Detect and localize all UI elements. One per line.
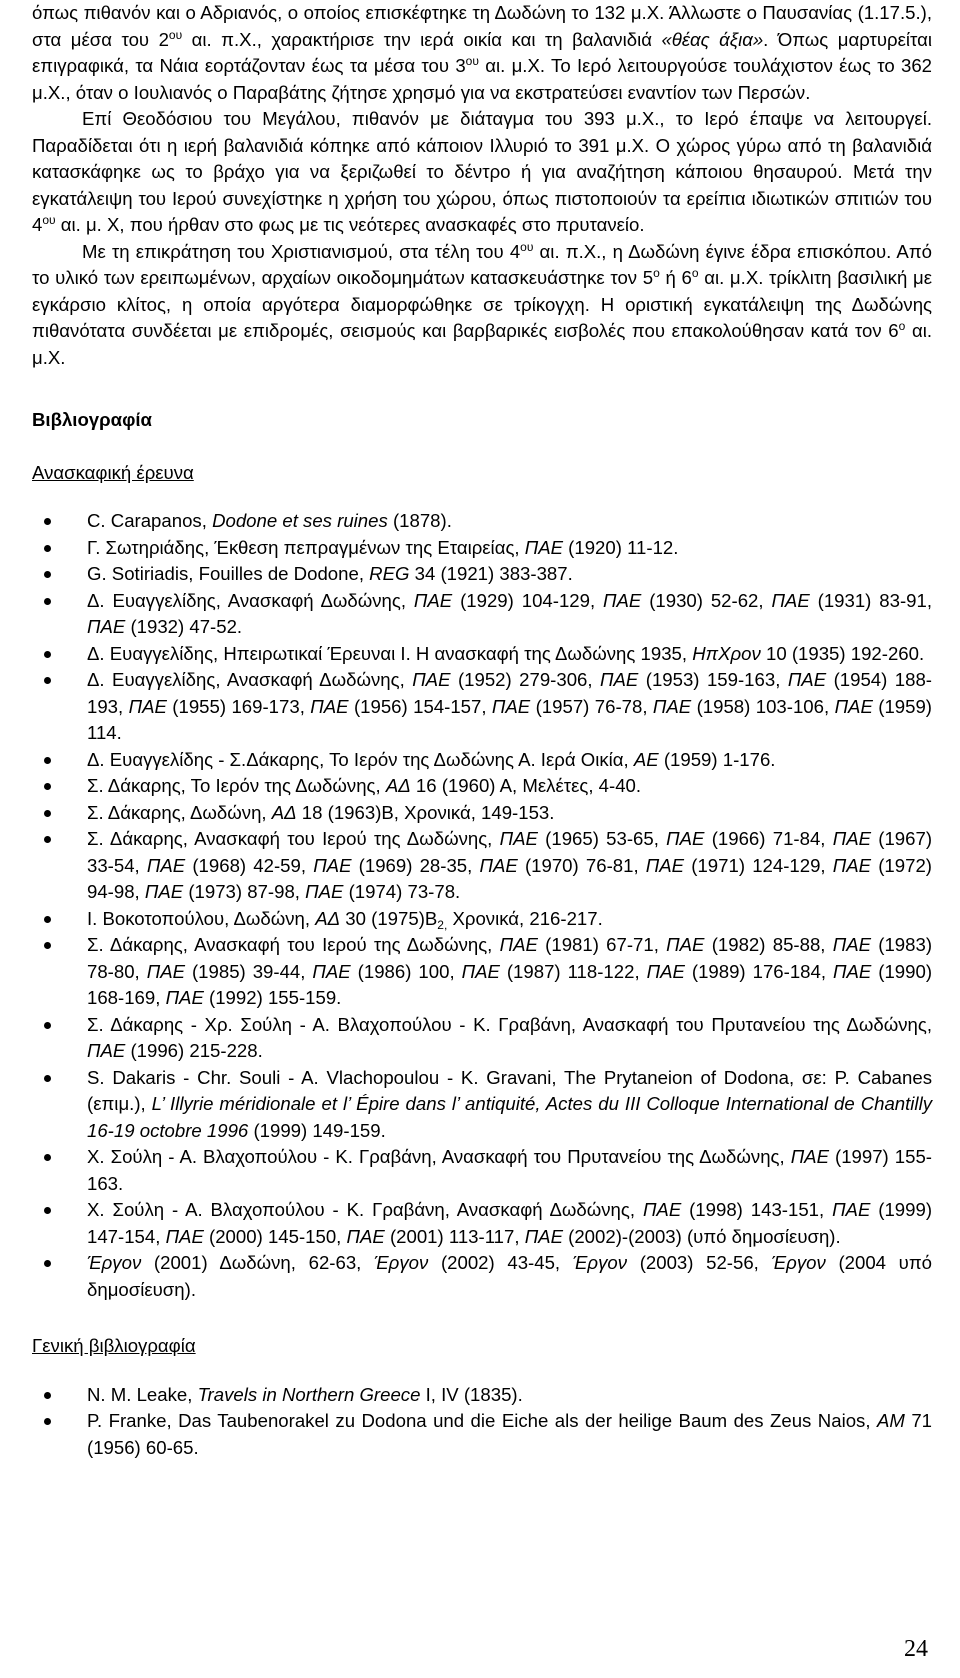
bullet-icon [44,1260,51,1267]
page-number: 24 [904,1636,928,1662]
text-run: 10 (1935) 192-260. [760,642,925,664]
bibliography-entry [32,1197,932,1250]
bullet-icon [44,1207,51,1214]
bullet-icon [44,1022,51,1029]
paragraph [32,0,932,106]
italic-text: ΠΑΕ [524,536,564,558]
text-run: Γ. Σωτηριάδης, Έκθεση πεπραγμένων της Εταιρείας, [87,536,525,558]
text-run: S. Dakaris - Chr. Souli - A. Vlachopoulou - K. Gravani, The Prytaneion of Dodona, σε: P. Cabanes (επιμ.), [87,1066,932,1114]
bullet-icon [44,571,51,578]
text-run: (1952) 279-306, [450,669,601,690]
bullet-icon [44,598,51,605]
superscript: ο [898,319,906,333]
text-run: αι. μ. Χ, που ήρθαν στο φως με τις νεότερες ανασκαφές στο πρυτανείο. [55,214,645,235]
bullet-icon [44,1418,51,1425]
text-run: Ι. Βοκοτοπούλου, Δωδώνη, [87,907,316,929]
text-run: Δ. Ευαγγελίδης, Ανασκαφή Δωδώνης, [87,589,414,611]
text-run: (1957) 76-78, [530,695,653,717]
bullet-icon [44,1392,51,1399]
text-run: 71 (1956) 60-65. [87,1410,932,1458]
italic-text: ΠΑΕ [645,854,685,876]
text-run: (1998) 143-151, [681,1199,833,1220]
bibliography-entry [32,1144,932,1197]
bullet-icon [44,1154,51,1161]
text-run: (1982) 85-88, [704,934,833,955]
text-run: 30 (1975)Β [340,907,438,929]
text-run: Δ. Ευαγγελίδης - Σ.Δάκαρης, Το Ιερόν της Δωδώνης Α. Ιερά Οικία, [87,748,634,770]
text-run: (1999) 147-154, [87,1199,933,1247]
italic-text: ΠΑΕ [787,669,827,690]
italic-text: ΠΑΕ [832,1199,871,1220]
text-run: αι. μ.Χ. τρίκλιτη βασιλική με εγκάρσιο κλίτος, η οποία αργότερα διαμορφώθηκε σε τρίκογχη. Η οριστική εγκατάλειψη της Δωδώνης πιθανότατα συνδέεται με επιδρομές, σεισμούς και βαρβαρικές εισβολές που επακολούθησαν κατά τον 6 [32,267,932,341]
text-run: (1983) 78-80, [87,934,933,982]
italic-text: ΠΑΕ [771,589,810,611]
text-run: G. Sotiriadis, Fouilles de Dodone, [87,563,370,584]
italic-text: ΠΑΕ [666,828,705,849]
italic-text: ΠΑΕ [833,960,872,982]
text-run: (1990) 168-169, [87,960,933,1008]
document-page [32,0,932,1461]
italic-text: ΠΑΕ [413,589,453,611]
italic-text: ΠΑΕ [312,960,351,982]
bullet-icon [44,916,51,923]
text-run: (1920) 11-12. [563,536,679,558]
italic-text: ΑΔ [271,801,297,823]
text-run: (1967) 33-54, [87,828,933,876]
text-run: (1966) 71-84, [704,828,833,849]
italic-text: ΠΑΕ [144,881,184,902]
text-run: (2001) 113-117, [384,1225,525,1247]
text-run: Δ. Ευαγγελίδης, Ανασκαφή Δωδώνης, [87,669,413,690]
text-run: (1989) 176-184, [684,960,833,982]
text-run: αι. μ.Χ. Το Ιερό λειτουργούσε τουλάχιστον έως το 362 μ.Χ., όταν ο Ιουλιανός ο Παραβάτης ζήτησε χρησμό για να εκστρατεύσει εναντίον των Περσών. [32,55,933,103]
bullet-icon [44,810,51,817]
text-run: Χ. Σούλη - Α. Βλαχοπούλου - Κ. Γραβάνη, Ανασκαφή του Πρυτανείου της Δωδώνης, [87,1146,791,1167]
subscript: 2, [437,917,448,932]
italic-text: Έργον [572,1252,628,1273]
text-run: όπως πιθανόν και ο Αδριανός, ο οποίος επισκέφτηκε τη Δωδώνη το 132 μ.Χ. Άλλωστε ο Παυσανίας (1.17.5.), στα μέσα του 2 [32,2,932,50]
bullet-icon [44,1075,51,1082]
italic-text: ΠΑΕ [146,960,185,982]
text-run: (1973) 87-98, [183,881,306,902]
italic-text: ΠΑΕ [652,695,692,717]
text-run: (1996) 215-228. [125,1040,263,1061]
text-run: (1968) 42-59, [185,854,314,876]
text-run: (1954) 188-193, [87,669,932,717]
text-run: (1981) 67-71, [537,934,667,955]
text-run: (1878). [387,510,452,531]
text-run: (2001) Δωδώνη, 62-63, [141,1252,375,1273]
bullet-icon [44,677,51,684]
italic-text: ΠΑΕ [305,881,344,902]
section-heading-general: Γενική βιβλιογραφία [32,1335,196,1356]
text-run: (1959) 1-176. [658,748,776,770]
text-run: (1929) 104-129, [452,589,604,611]
italic-text: Έργον [87,1252,142,1273]
bullet-icon [44,651,51,658]
bullet-icon [44,545,51,552]
bibliography-entry [32,535,932,562]
italic-text: ΠΑΕ [491,695,531,717]
text-run: 18 (1963)Β, Χρονικά, 149-153. [296,801,555,823]
bibliography-entry [32,508,932,535]
text-run: (1965) 53-65, [537,828,667,849]
body-text [32,0,932,371]
text-run: 34 (1921) 383-387. [409,563,573,584]
bibliography-list-general [32,1382,932,1462]
text-run: Σ. Δάκαρης, Δωδώνη, [87,801,272,823]
italic-text: ΠΑΕ [499,828,538,849]
superscript: ου [168,27,183,42]
italic-text: ΗπΧρον [692,642,761,664]
text-run: P. Franke, Das Taubenorakel zu Dodona und die Eiche als der heilige Baum des Zeus Naios, [87,1410,877,1431]
bibliography-entry [32,1250,932,1303]
italic-text: L’ Illyrie méridionale et l’ Épire dans l’ antiquité, Actes du III Colloque International de Chantilly 16-19 octobre 1996 [87,1093,932,1141]
text-run: Σ. Δάκαρης, Το Ιερόν της Δωδώνης, [87,775,386,796]
paragraph [32,239,932,372]
text-run: C. Carapanos, [87,510,213,531]
text-run: (1930) 52-62, [641,589,772,611]
bibliography-section-excavation [32,460,932,1304]
italic-text: ΠΑΕ [832,828,871,849]
text-run: (1997) 155-163. [87,1146,932,1194]
text-run: (2000) 145-150, [203,1225,347,1247]
italic-text: Travels in Northern Greece [197,1383,421,1405]
bibliography-entry [32,1012,932,1065]
section-heading-excavation: Ανασκαφική έρευνα [32,461,194,483]
bibliography-entry [32,1065,932,1145]
text-run: Σ. Δάκαρης - Χρ. Σούλη - Α. Βλαχοπούλου - Κ. Γραβάνη, Ανασκαφή του Πρυτανείου της Δωδώνης, [87,1013,932,1035]
italic-text: ΠΑΕ [313,854,352,876]
bullet-icon [44,518,51,525]
italic-text: ΑΕ [633,748,659,770]
bullet-icon [44,836,51,843]
superscript: ου [465,54,479,68]
italic-text: ΠΑΕ [146,854,186,876]
bibliography-entry [32,561,932,588]
text-run: ή 6 [659,267,692,288]
italic-text: ΠΑΕ [461,960,500,982]
text-run: (2002) 43-45, [428,1252,573,1273]
text-run: (1974) 73-78. [343,881,461,902]
italic-text: Έργον [374,1252,429,1273]
bibliography-entry [32,667,932,747]
italic-text: REG [369,563,410,584]
text-run: (2004 υπό δημοσίευση). [87,1252,933,1300]
italic-text: ΠΑΕ [479,854,518,876]
italic-text: ΠΑΕ [646,960,685,982]
text-run: . Όπως μαρτυρείται επιγραφικά, τα Νάια εορτάζονταν έως τα μέσα του 3 [32,28,932,76]
text-run: (1970) 76-81, [517,854,646,876]
text-run: αι. π.Χ., η Δωδώνη έγινε έδρα επισκόπου. Από το υλικό των ερειπωμένων, αρχαίων οικοδομημάτων κατασκευάστηκε τον 5 [32,240,932,288]
bibliography-entry [32,932,932,1012]
italic-text: AM [876,1410,905,1431]
text-run: Χ. Σούλη - Α. Βλαχοπούλου - Κ. Γραβάνη, Ανασκαφή Δωδώνης, [87,1199,643,1220]
bibliography-entry [32,1382,932,1409]
italic-text: Έργον [771,1252,826,1273]
italic-text: ΠΑΕ [603,589,642,611]
italic-text: ΠΑΕ [165,1225,204,1247]
italic-text: ΠΑΕ [412,669,451,690]
text-run: 16 (1960) Α, Μελέτες, 4-40. [410,775,642,796]
superscript: ου [42,213,56,227]
text-run: (1956) 154-157, [348,695,492,717]
text-run: (1969) 28-35, [351,854,480,876]
bibliography-entry [32,641,932,668]
text-run: (1955) 169-173, [166,695,311,717]
italic-text: ΠΑΕ [346,1225,385,1247]
text-run: N. M. Leake, [87,1383,198,1405]
text-run: (2002)-(2003) (υπό δημοσίευση). [562,1225,841,1247]
superscript: ου [520,239,534,254]
italic-text: ΠΑΕ [87,616,126,637]
italic-text: ΠΑΕ [128,695,167,717]
bibliography-entry [32,906,932,933]
text-run: Χρονικά, 216-217. [447,907,603,929]
text-run: (1986) 100, [350,960,462,982]
superscript: ο [653,266,660,280]
italic-text: ΠΑΕ [832,934,871,955]
text-run: (1932) 47-52. [125,616,243,637]
text-run: Σ. Δάκαρης, Ανασκαφή του Ιερού της Δωδώνης, [87,934,500,955]
italic-text: ΑΔ [385,775,411,796]
bibliography-entry [32,1408,932,1461]
bibliography-section-general [32,1333,932,1461]
text-run: αι. μ.Χ. [32,320,932,368]
italic-text: ΑΔ [315,907,341,929]
bullet-icon [44,757,51,764]
text-run: (1999) 149-159. [248,1119,386,1141]
bibliography-entry [32,747,932,774]
italic-text: ΠΑΕ [642,1199,682,1220]
bullet-icon [44,942,51,949]
italic-text: ΠΑΕ [524,1225,563,1247]
bibliography-entry [32,773,932,800]
text-run: Σ. Δάκαρης, Ανασκαφή του Ιερού της Δωδώνης, [87,828,500,849]
text-run: (1985) 39-44, [185,960,313,982]
text-run: (1959) 114. [87,695,932,743]
superscript: ο [691,266,699,280]
italic-text: ΠΑΕ [87,1040,126,1061]
text-run: Με τη επικράτηση του Χριστιανισμού, στα τέλη του 4 [82,240,521,262]
bibliography-entry [32,826,932,906]
bibliography-title: Βιβλιογραφία [32,409,152,430]
bullet-icon [44,783,51,790]
text-run: (1931) 83-91, [809,589,932,611]
italic-text: «θέας άξια» [661,28,764,50]
text-run: (2003) 52-56, [627,1252,772,1273]
text-run: (1972) 94-98, [87,854,932,902]
text-run: αι. π.Χ., χαρακτήρισε την ιερά οικία και τη βαλανιδιά [182,28,662,50]
paragraph [32,106,932,239]
text-run: (1971) 124-129, [684,854,833,876]
text-run: (1992) 155-159. [203,987,342,1008]
text-run: Δ. Ευαγγελίδης, Ηπειρωτικαί Έρευναι Ι. Η ανασκαφή της Δωδώνης 1935, [87,642,693,664]
italic-text: ΠΑΕ [790,1146,829,1167]
text-run: (1987) 118-122, [499,960,647,982]
italic-text: Dodone et ses ruines [212,510,388,531]
italic-text: ΠΑΕ [600,669,639,690]
bibliography-list-excavation [32,508,932,1303]
italic-text: ΠΑΕ [666,934,705,955]
text-run: Επί Θεοδόσιου του Μεγάλου, πιθανόν με διάταγμα του 393 μ.Χ., το Ιερό έπαψε να λειτουργεί. Παραδίδεται ότι η ιερή βαλανιδιά κόπηκε από κάποιον Ιλλυριό το 391 μ.Χ. Ο χώρος γύρω από τη βαλανιδιά κατασκάφηκε ως το βράχο για να ξεριζωθεί το δέντρο ή για αναζήτηση κάποιου θησαυρού. Μετά την εγκατάλειψη του Ιερού συνεχίστηκε η χρήση του χώρου, όπως πιστοποιούν τα ερείπια ιδιωτικών σπιτιών του 4 [32,108,932,235]
text-run: (1958) 103-106, [691,695,835,717]
italic-text: ΠΑΕ [499,934,538,955]
bibliography-entry [32,588,932,641]
italic-text: ΠΑΕ [834,695,873,717]
bibliography-entry [32,800,932,827]
italic-text: ΠΑΕ [310,695,349,717]
italic-text: ΠΑΕ [832,854,872,876]
text-run: I, IV (1835). [420,1383,523,1405]
text-run: (1953) 159-163, [638,669,788,690]
italic-text: ΠΑΕ [165,987,204,1008]
